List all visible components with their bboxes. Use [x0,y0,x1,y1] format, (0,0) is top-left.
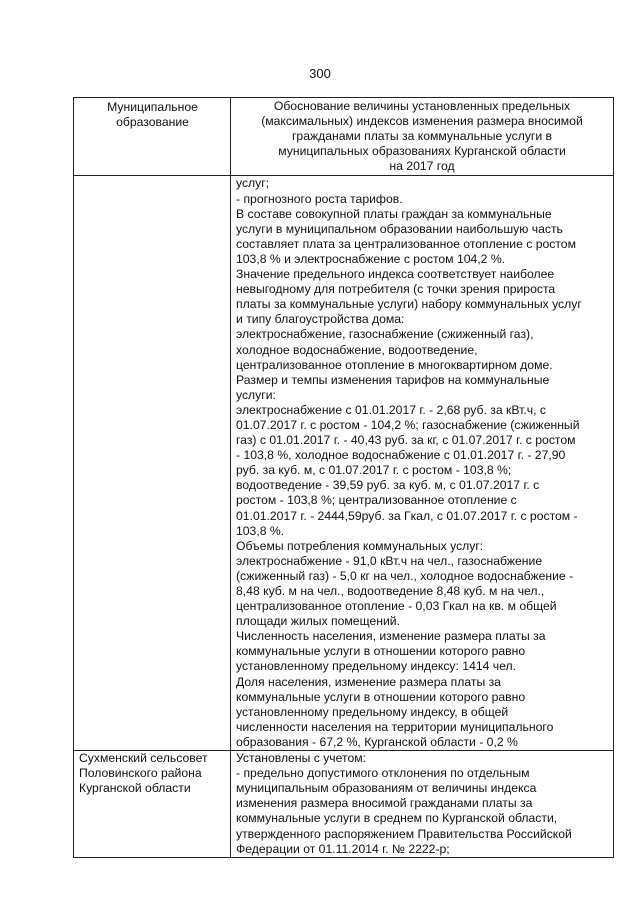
municipality-line: Сухменский сельсовет [79,751,208,766]
text-line: 103,8 %. [236,523,285,538]
page-number: 300 [309,66,331,81]
text-line: централизованное отопление в многоквартирном доме. [236,357,553,372]
text-line: утвержденного распоряжением Правительства Российской [236,826,572,841]
text-line: коммунальные услуги в отношении которого равно [236,644,526,659]
header-col2-line: муниципальных образованиях Курганской области [278,144,566,159]
text-line: Объемы потребления коммунальных услуг: [236,538,484,553]
text-line: - 103,8 %, холодное водоснабжение с 01.01.2017 г. - 27,90 [236,448,566,463]
text-line: муниципальным образованиям от величины индекса [236,781,537,796]
text-line: ростом - 103,8 %; централизованное отопление с [236,493,517,508]
table-header-row [74,98,614,176]
justification-cell [231,751,614,858]
text-line: изменения размера вносимой гражданами платы за [236,796,533,811]
municipality-line: Курганской области [79,781,191,796]
justification-cell [231,176,614,751]
text-line: и типу благоустройства дома: [236,312,405,327]
text-line: 01.01.2017 г. - 2444,59руб. за Гкал, с 01.07.2017 г. с ростом - [236,508,578,523]
text-line: Доля населения, изменение размера платы за [236,674,501,689]
header-municipality [74,98,231,176]
text-line: Федерации от 01.11.2014 г. № 2222-р; [236,841,450,856]
header-col1-line: образование [116,115,189,130]
text-line: установленному предельному индексу: 1414 чел. [236,659,517,674]
text-line: услуги в муниципальном образовании наибольшую часть [236,221,563,236]
text-line: холодное водоснабжение, водоотведение, [236,342,478,357]
header-col2-line: на 2017 год [389,159,455,174]
municipality-cell [74,751,231,858]
text-line: невыгодному для потребителя (с точки зрения прироста [236,282,556,297]
text-line: образования - 67,2 %, Курганской области - 0,2 % [236,734,518,749]
header-col1-line: Муниципальное [107,100,198,114]
text-line: Значение предельного индекса соответствует наиболее [236,267,555,282]
text-line: 103,8 % и электроснабжение с ростом 104,2 %. [236,251,506,266]
header-col2-line: гражданами платы за коммунальные услуги в [291,129,553,144]
text-line: площади жилых помещений. [236,614,400,629]
text-line: платы за коммунальные услуги) набору коммунальных услуг [236,297,582,312]
text-line: электроснабжение с 01.01.2017 г. - 2,68 руб. за кВт.ч, с [236,402,546,417]
text-line: установленному предельному индексу, в общей [236,704,509,719]
text-line: 8,48 куб. м на чел., водоотведение 8,48 куб. м на чел., [236,584,545,598]
text-line: централизованное отопление - 0,03 Гкал на кв. м общей [236,599,557,614]
header-col2-line: Обоснование величины установленных предельных [273,99,571,113]
text-line: электроснабжение - 91,0 кВт.ч на чел., газоснабжение [236,553,543,568]
text-line: Численность населения, изменение размера платы за [236,629,546,644]
text-line: - предельно допустимого отклонения по отдельным [236,766,530,781]
text-line: 01.07.2017 г. с ростом - 104,2 %; газоснабжение (сжиженный [236,417,580,432]
text-line: составляет плата за централизованное отопление с ростом [236,236,576,251]
text-line: услуги: [236,387,276,402]
text-line: - прогнозного роста тарифов. [236,191,403,206]
justification-table [73,97,614,858]
text-line: водоотведение - 39,59 руб. за куб. м, с 01.07.2017 г. с [236,478,540,493]
text-line: Установлены с учетом: [236,751,366,766]
header-justification [231,98,614,176]
table-row [74,751,614,858]
header-col2-line: (максимальных) индексов изменения размера вносимой [261,114,583,129]
text-line: (сжиженный газ) - 5,0 кг на чел., холодное водоснабжение - [236,568,574,583]
table-row [74,176,614,751]
text-line: электроснабжение, газоснабжение (сжиженный газ), [236,327,534,342]
text-line: руб. за куб. м, с 01.07.2017 г. с ростом - 103,8 %; [236,463,512,478]
text-line: В составе совокупной платы граждан за коммунальные [236,206,552,221]
municipality-line: Половинского района [79,766,202,781]
text-line: коммунальные услуги в отношении которого равно [236,689,526,704]
text-line: услуг; [236,176,270,191]
text-line: коммунальные услуги в среднем по Курганской области, [236,811,558,826]
text-line: численности населения на территории муниципального [236,719,554,734]
text-line: Размер и темпы изменения тарифов на коммунальные [236,372,550,387]
text-line: газ) с 01.01.2017 г. - 40,43 руб. за кг, с 01.07.2017 г. с ростом [236,433,576,448]
municipality-cell [74,176,231,751]
